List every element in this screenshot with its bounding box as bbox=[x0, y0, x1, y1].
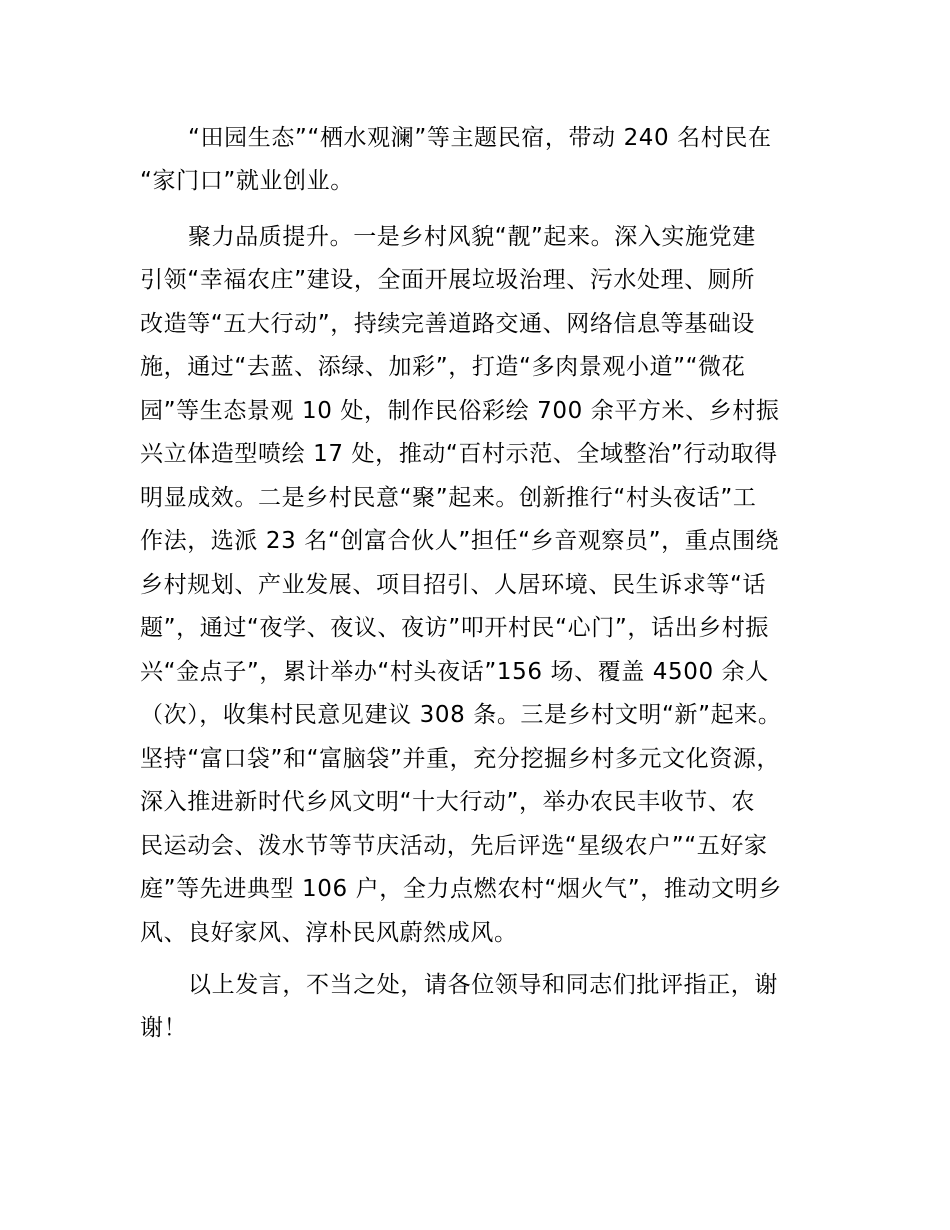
text-line: 乡村规划、产业发展、项目招引、人居环境、民生诉求等“话 bbox=[140, 572, 767, 598]
text-line: 作法，选派 23 名“创富合伙人”担任“乡音观察员”，重点围绕 bbox=[140, 528, 780, 554]
text-line: 谢！ bbox=[140, 1015, 188, 1041]
text-line: 庭”等先进典型 106 户，全力点燃农村“烟火气”，推动文明乡 bbox=[140, 876, 782, 902]
text-line: 改造等“五大行动”，持续完善道路交通、网络信息等基础设 bbox=[140, 311, 756, 337]
text-line: 聚力品质提升。一是乡村风貌“靓”起来。深入实施党建 bbox=[188, 224, 756, 250]
text-line: 民运动会、泼水节等节庆活动，先后评选“星级农户”“五好家 bbox=[140, 833, 768, 859]
text-line: 以上发言，不当之处，请各位领导和同志们批评指正，谢 bbox=[188, 972, 778, 998]
text-line: 坚持“富口袋”和“富脑袋”并重，充分挖掘乡村多元文化资源， bbox=[140, 746, 781, 772]
text-line: 园”等生态景观 10 处，制作民俗彩绘 700 余平方米、乡村振 bbox=[140, 398, 780, 424]
text-line: 题”，通过“夜学、夜议、夜访”叩开村民“心门”，话出乡村振 bbox=[140, 615, 769, 641]
text-line: 兴立体造型喷绘 17 处，推动“百村示范、全域整治”行动取得 bbox=[140, 441, 778, 467]
text-line: （次），收集村民意见建议 308 条。三是乡村文明“新”起来。 bbox=[140, 702, 782, 728]
text-line: 施，通过“去蓝、添绿、加彩”，打造“多肉景观小道”“微花 bbox=[140, 354, 746, 380]
text-line: 引领“幸福农庄”建设，全面开展垃圾治理、污水处理、厕所 bbox=[140, 267, 756, 293]
text-line: “家门口”就业创业。 bbox=[140, 168, 354, 194]
text-line: 风、良好家风、淳朴民风蔚然成风。 bbox=[140, 920, 518, 946]
text-line: 兴“金点子”，累计举办“村头夜话”156 场、覆盖 4500 余人 bbox=[140, 659, 769, 685]
text-line: 深入推进新时代乡风文明“十大行动”，举办农民丰收节、农 bbox=[140, 789, 756, 815]
text-line: 明显成效。二是乡村民意“聚”起来。创新推行“村头夜话”工 bbox=[140, 485, 757, 511]
text-line: “田园生态”“栖水观澜”等主题民宿，带动 240 名村民在 bbox=[188, 125, 772, 151]
